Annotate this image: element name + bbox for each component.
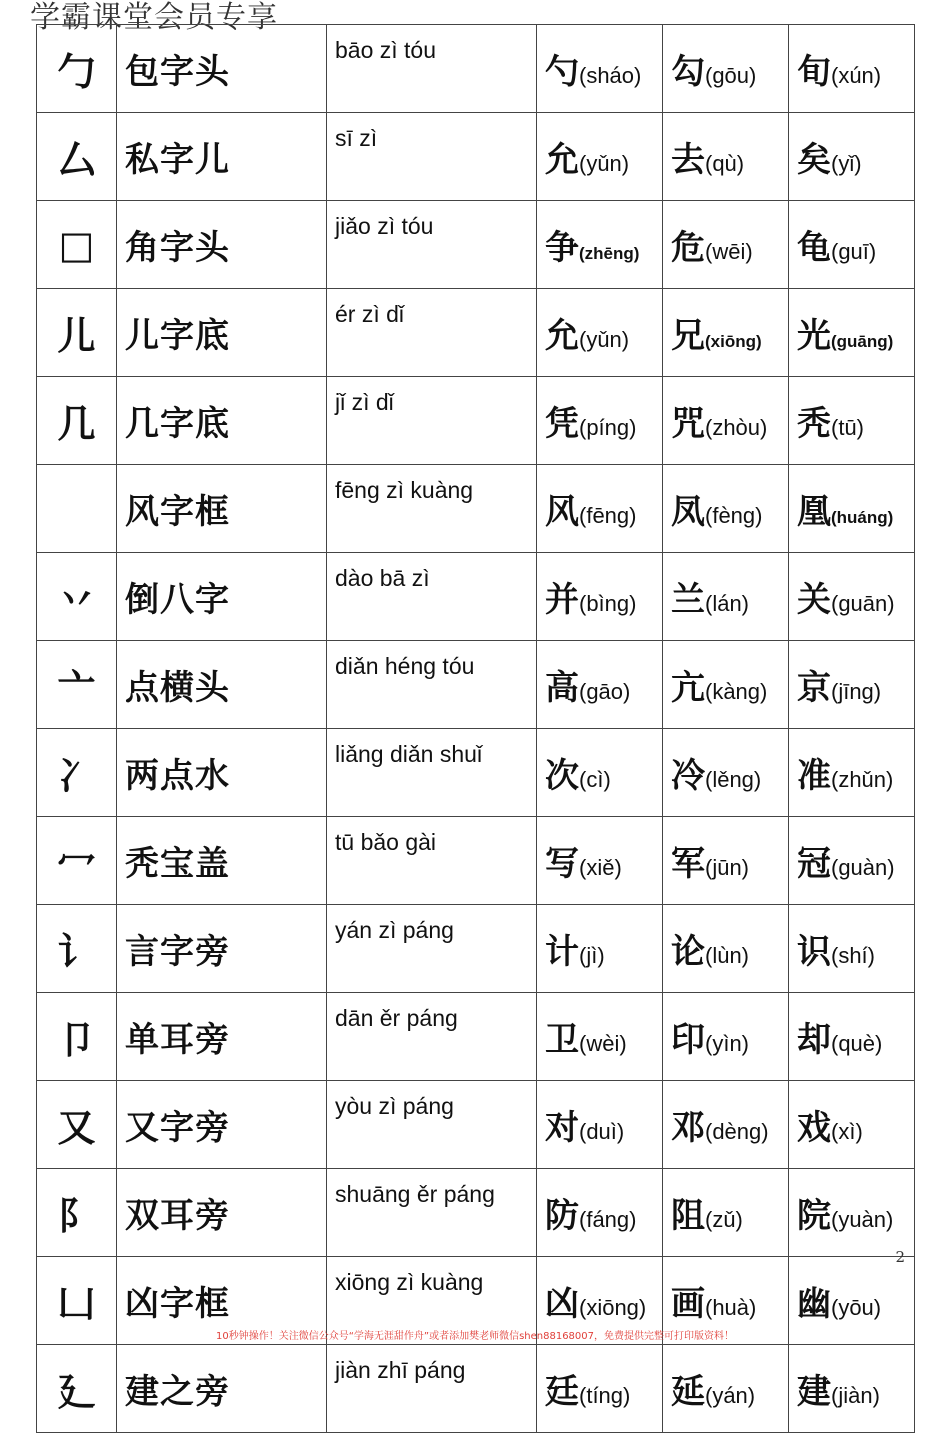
table-row <box>37 993 915 1081</box>
example-pinyin: (jì) <box>579 943 605 968</box>
example-cell <box>789 1169 915 1257</box>
example-char: 延 <box>671 1372 705 1412</box>
radical-pinyin: ér zì dǐ <box>327 289 537 377</box>
example-pinyin: (qù) <box>705 151 745 176</box>
example-char: 防 <box>545 1196 579 1236</box>
example-pinyin: (tíng) <box>579 1383 631 1408</box>
example-pinyin: (duì) <box>579 1119 625 1144</box>
example-pinyin: (lùn) <box>705 943 750 968</box>
example-cell <box>789 1345 915 1433</box>
example-char: 冠 <box>797 844 831 884</box>
example-pinyin: (xiě) <box>579 855 622 880</box>
radical-pinyin: tū bǎo gài <box>327 817 537 905</box>
example-pinyin: (bìng) <box>579 591 637 616</box>
radical-pinyin: dào bā zì <box>327 553 537 641</box>
example-char: 龟 <box>797 228 831 268</box>
example-pinyin: (guàn) <box>831 855 895 880</box>
radical-glyph: 勹 <box>37 25 117 113</box>
radical-glyph: 卩 <box>37 993 117 1081</box>
example-char: 并 <box>545 580 579 620</box>
radical-name: 建之旁 <box>117 1345 327 1433</box>
example-pinyin: (yōu) <box>831 1295 882 1320</box>
example-char: 识 <box>797 932 831 972</box>
example-pinyin: (tū) <box>831 415 864 440</box>
table-row <box>37 1345 915 1433</box>
radical-table <box>36 24 915 1433</box>
radical-name: 点横头 <box>117 641 327 729</box>
radical-glyph: 廴 <box>37 1345 117 1433</box>
example-char: 凤 <box>671 492 705 532</box>
example-cell <box>663 1345 789 1433</box>
example-pinyin: (xún) <box>831 63 882 88</box>
example-cell <box>537 817 663 905</box>
example-char: 允 <box>545 316 579 356</box>
example-cell <box>537 1345 663 1433</box>
example-cell <box>789 817 915 905</box>
radical-glyph: 冖 <box>37 817 117 905</box>
example-char: 京 <box>797 668 831 708</box>
radical-glyph: 厶 <box>37 113 117 201</box>
radical-name: 私字儿 <box>117 113 327 201</box>
example-char: 画 <box>671 1284 705 1324</box>
example-cell <box>663 817 789 905</box>
example-char: 廷 <box>545 1372 579 1412</box>
example-pinyin: (què) <box>831 1031 883 1056</box>
example-char: 对 <box>545 1108 579 1148</box>
table-row <box>37 113 915 201</box>
table-row <box>37 817 915 905</box>
radical-pinyin: fēng zì kuàng <box>327 465 537 553</box>
example-cell <box>663 113 789 201</box>
example-cell <box>789 1081 915 1169</box>
example-char: 凭 <box>545 404 579 444</box>
radical-name: 倒八字 <box>117 553 327 641</box>
radical-pinyin: sī zì <box>327 113 537 201</box>
example-cell <box>537 729 663 817</box>
example-char: 秃 <box>797 404 831 444</box>
example-char: 咒 <box>671 404 705 444</box>
example-char: 计 <box>545 932 579 972</box>
example-char: 戏 <box>797 1108 831 1148</box>
example-pinyin: (yǐ) <box>831 151 862 176</box>
radical-name: 单耳旁 <box>117 993 327 1081</box>
radical-name: 风字框 <box>117 465 327 553</box>
table-row <box>37 1081 915 1169</box>
example-char: 军 <box>671 844 705 884</box>
example-cell <box>663 465 789 553</box>
example-cell <box>789 729 915 817</box>
example-cell <box>537 201 663 289</box>
example-pinyin: (yǔn) <box>579 151 630 176</box>
example-char: 矣 <box>797 140 831 180</box>
example-cell <box>663 641 789 729</box>
example-pinyin: (lěng) <box>705 767 762 792</box>
radical-glyph <box>37 465 117 553</box>
example-char: 写 <box>545 844 579 884</box>
example-char: 旬 <box>797 52 831 92</box>
example-cell <box>663 905 789 993</box>
example-cell <box>537 25 663 113</box>
table-row <box>37 289 915 377</box>
example-char: 凶 <box>545 1284 579 1324</box>
radical-name: 包字头 <box>117 25 327 113</box>
example-pinyin: (huáng) <box>831 508 894 527</box>
table-row <box>37 553 915 641</box>
radical-glyph: 冫 <box>37 729 117 817</box>
radical-glyph: □ <box>37 201 117 289</box>
radical-pinyin: diǎn héng tóu <box>327 641 537 729</box>
example-char: 幽 <box>797 1284 831 1324</box>
example-char: 高 <box>545 668 579 708</box>
radical-pinyin: yán zì páng <box>327 905 537 993</box>
table-row <box>37 905 915 993</box>
radical-glyph: 讠 <box>37 905 117 993</box>
example-cell <box>789 905 915 993</box>
table-row <box>37 465 915 553</box>
radical-pinyin: shuāng ěr páng <box>327 1169 537 1257</box>
example-pinyin: (zǔ) <box>705 1207 743 1232</box>
radical-pinyin: bāo zì tóu <box>327 25 537 113</box>
example-cell <box>537 113 663 201</box>
example-cell <box>537 1169 663 1257</box>
example-cell <box>663 289 789 377</box>
example-char: 邓 <box>671 1108 705 1148</box>
example-char: 亢 <box>671 668 705 708</box>
example-pinyin: (wèi) <box>579 1031 627 1056</box>
watermark: 学霸课堂会员专享 <box>30 0 278 35</box>
example-cell <box>663 553 789 641</box>
example-pinyin: (huà) <box>705 1295 757 1320</box>
example-pinyin: (fáng) <box>579 1207 637 1232</box>
radical-pinyin: jiǎo zì tóu <box>327 201 537 289</box>
table-row <box>37 377 915 465</box>
example-pinyin: (guāng) <box>831 332 894 351</box>
example-cell <box>663 993 789 1081</box>
example-pinyin: (píng) <box>579 415 637 440</box>
example-cell <box>789 25 915 113</box>
example-cell <box>789 553 915 641</box>
example-char: 兄 <box>671 316 705 356</box>
example-pinyin: (sháo) <box>579 63 642 88</box>
radical-pinyin: dān ěr páng <box>327 993 537 1081</box>
radical-name: 又字旁 <box>117 1081 327 1169</box>
example-cell <box>537 289 663 377</box>
example-char: 去 <box>671 140 705 180</box>
radical-name: 凶字框 <box>117 1257 327 1345</box>
example-pinyin: (guān) <box>831 591 895 616</box>
example-pinyin: (yìn) <box>705 1031 749 1056</box>
example-cell <box>789 289 915 377</box>
example-char: 卫 <box>545 1020 579 1060</box>
example-pinyin: (dèng) <box>705 1119 769 1144</box>
example-pinyin: (gāo) <box>579 679 631 704</box>
example-cell <box>789 641 915 729</box>
example-pinyin: (guī) <box>831 239 877 264</box>
example-pinyin: (shí) <box>831 943 875 968</box>
table-row <box>37 641 915 729</box>
radical-glyph: 丷 <box>37 553 117 641</box>
example-cell <box>663 201 789 289</box>
table-row <box>37 1169 915 1257</box>
example-pinyin: (yuàn) <box>831 1207 894 1232</box>
radical-name: 角字头 <box>117 201 327 289</box>
example-cell <box>537 377 663 465</box>
example-cell <box>663 1169 789 1257</box>
example-cell <box>789 201 915 289</box>
example-pinyin: (xiōng) <box>705 332 762 351</box>
example-cell <box>663 1081 789 1169</box>
page-number: 2 <box>895 1248 905 1266</box>
radical-glyph: 亠 <box>37 641 117 729</box>
example-cell <box>537 641 663 729</box>
radical-pinyin: liǎng diǎn shuǐ <box>327 729 537 817</box>
example-pinyin: (yán) <box>705 1383 756 1408</box>
radical-pinyin: jiàn zhī páng <box>327 1345 537 1433</box>
example-cell <box>789 377 915 465</box>
example-pinyin: (jūn) <box>705 855 750 880</box>
example-pinyin: (fēng) <box>579 503 637 528</box>
example-pinyin: (wēi) <box>705 239 753 264</box>
example-char: 凰 <box>797 492 831 532</box>
example-cell <box>663 729 789 817</box>
example-pinyin: (xì) <box>831 1119 863 1144</box>
example-char: 关 <box>797 580 831 620</box>
example-cell <box>663 377 789 465</box>
radical-name: 双耳旁 <box>117 1169 327 1257</box>
example-pinyin: (zhòu) <box>705 415 768 440</box>
example-char: 准 <box>797 756 831 796</box>
example-cell <box>537 553 663 641</box>
example-cell <box>789 993 915 1081</box>
radical-pinyin: jǐ zì dǐ <box>327 377 537 465</box>
radical-glyph: 阝 <box>37 1169 117 1257</box>
example-pinyin: (jīng) <box>831 679 882 704</box>
example-char: 论 <box>671 932 705 972</box>
example-char: 次 <box>545 756 579 796</box>
example-char: 建 <box>797 1372 831 1412</box>
radical-name: 两点水 <box>117 729 327 817</box>
example-pinyin: (cì) <box>579 767 611 792</box>
radical-glyph: 又 <box>37 1081 117 1169</box>
example-char: 危 <box>671 228 705 268</box>
example-pinyin: (kàng) <box>705 679 768 704</box>
example-pinyin: (fèng) <box>705 503 763 528</box>
example-cell <box>789 113 915 201</box>
radical-name: 几字底 <box>117 377 327 465</box>
example-char: 勾 <box>671 52 705 92</box>
example-pinyin: (yǔn) <box>579 327 630 352</box>
example-char: 风 <box>545 492 579 532</box>
example-char: 院 <box>797 1196 831 1236</box>
radical-pinyin: xiōng zì kuàng <box>327 1257 537 1345</box>
example-char: 兰 <box>671 580 705 620</box>
example-char: 光 <box>797 316 831 356</box>
example-pinyin: (gōu) <box>705 63 757 88</box>
radical-pinyin: yòu zì páng <box>327 1081 537 1169</box>
example-char: 却 <box>797 1020 831 1060</box>
example-cell <box>537 465 663 553</box>
example-pinyin: (zhǔn) <box>831 767 894 792</box>
example-pinyin: (xiōng) <box>579 1295 647 1320</box>
example-pinyin: (lán) <box>705 591 750 616</box>
table-row <box>37 25 915 113</box>
radical-glyph: 凵 <box>37 1257 117 1345</box>
radical-name: 言字旁 <box>117 905 327 993</box>
example-char: 允 <box>545 140 579 180</box>
example-cell <box>663 25 789 113</box>
radical-glyph: 几 <box>37 377 117 465</box>
example-char: 争 <box>545 228 579 268</box>
example-cell <box>789 465 915 553</box>
example-cell <box>537 1081 663 1169</box>
example-cell <box>537 905 663 993</box>
radical-glyph: 儿 <box>37 289 117 377</box>
example-char: 冷 <box>671 756 705 796</box>
radical-name: 秃宝盖 <box>117 817 327 905</box>
example-cell <box>537 993 663 1081</box>
table-row <box>37 729 915 817</box>
example-char: 勺 <box>545 52 579 92</box>
example-pinyin: (jiàn) <box>831 1383 880 1408</box>
table-row <box>37 201 915 289</box>
example-char: 印 <box>671 1020 705 1060</box>
footer-note: 10秒钟操作！关注微信公众号“学海无涯甜作舟”或者添加樊老师微信shen88168007，免费提供完整可打印版资料！ <box>215 1331 735 1342</box>
example-pinyin: (zhēng) <box>579 244 640 263</box>
radical-name: 儿字底 <box>117 289 327 377</box>
example-char: 阻 <box>671 1196 705 1236</box>
